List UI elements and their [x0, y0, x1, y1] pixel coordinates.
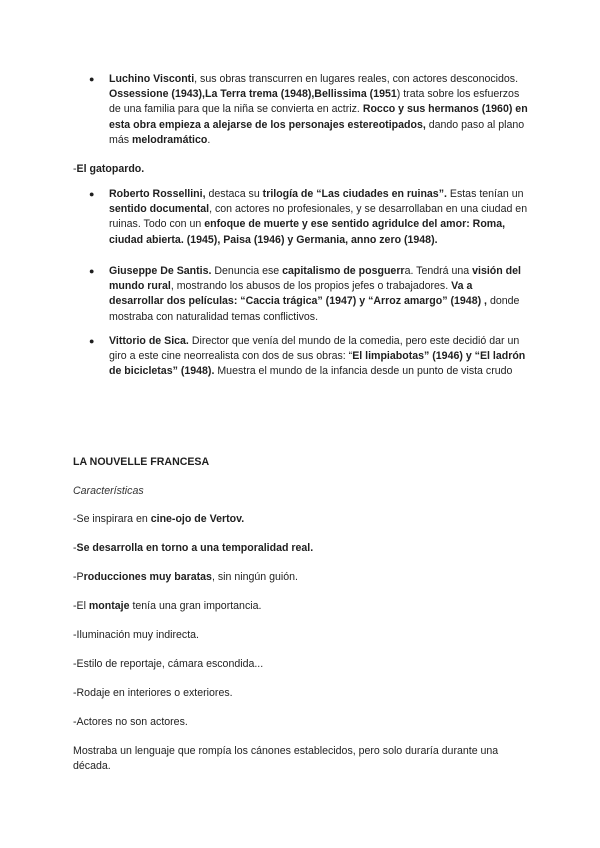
- feature-line: [73, 512, 528, 527]
- gatopardo-line: [73, 162, 528, 177]
- text-run: -P: [73, 571, 84, 583]
- bold-text-run: Luchino Visconti: [109, 73, 195, 85]
- bold-text-run: Vittorio de Sica.: [109, 335, 189, 347]
- text-run: , con actores no profesionales, y se desarrollaban en una ciudad en ruinas. Todo con un: [109, 203, 528, 231]
- section-subtitle: Características: [73, 485, 144, 497]
- bold-text-run: El limpiabotas” (1946) y “El ladrón de bicicletas” (1948).: [109, 350, 526, 378]
- feature-line: [73, 570, 528, 585]
- text-run: -Estilo de reportaje, cámara escondida...: [73, 658, 264, 670]
- text-run: Denuncia ese: [211, 265, 283, 277]
- text-run: , sus obras transcurren en lugares reales, con actores desconocidos.: [194, 73, 519, 85]
- bullet-dot: ●: [89, 189, 95, 199]
- closing-paragraph: Mostraba un lenguaje que rompía los cánones establecidos, pero solo duraría durante una década.: [73, 745, 499, 773]
- feature-line: [73, 599, 528, 614]
- bold-text-run: Va a desarrollar dos películas: “Caccia trágica” (1947) y “Arroz amargo” (1948) ,: [109, 280, 487, 308]
- text-run: , mostrando los abusos de los propios jefes o trabajadores.: [170, 280, 452, 293]
- bullet-dot: ●: [89, 266, 95, 276]
- text-run: -El: [73, 600, 89, 612]
- feature-line: [73, 686, 528, 701]
- text-run: -Iluminación muy indirecta.: [73, 629, 199, 641]
- feature-line: [73, 715, 528, 730]
- bold-text-run: Ossessione (1943),La Terra trema (1948),Bellissima (1951: [109, 88, 397, 101]
- bold-text-run: trilogía de “Las ciudades en ruinas”.: [262, 188, 447, 200]
- bold-text-run: Se desarrolla en torno a una temporalidad real.: [76, 542, 314, 554]
- bold-text-run: El gatopardo.: [76, 163, 145, 175]
- bold-text-run: capitalismo de posguerr: [282, 265, 405, 277]
- section-title: LA NOUVELLE FRANCESA: [73, 456, 210, 468]
- list-item-de-sica: [109, 334, 530, 380]
- feature-line: [73, 657, 528, 672]
- bold-text-run: cine-ojo de Vertov.: [150, 513, 245, 525]
- text-run: Muestra el mundo de la infancia desde un punto de vista crudo: [214, 365, 513, 378]
- text-run: dando paso al plano más: [109, 118, 525, 146]
- text-run: a. Tendrá una: [404, 265, 473, 277]
- bullet-dot: ●: [89, 336, 95, 346]
- list-item-rossellini: [109, 187, 530, 248]
- bold-text-run: sentido documental: [109, 203, 210, 216]
- text-run: Director que venía del mundo de la comedia, pero este decidió dar un giro a este cine neorrealista con dos de sus obras: “: [109, 335, 520, 363]
- bold-text-run: Rocco y sus hermanos (1960) en esta obra empieza a alejarse de los personajes estereotipados,: [109, 103, 528, 131]
- text-run: ) trata sobre los esfuerzos de una familia para que la niña se convierta en actriz.: [109, 88, 520, 116]
- bold-text-run: Roberto Rossellini,: [109, 188, 206, 200]
- text-run: tenía una gran importancia.: [129, 600, 262, 612]
- list-item-de-santis: [109, 264, 530, 325]
- bold-text-run: enfoque de muerte y ese sentido agridulce del amor: Roma, ciudad abierta. (1945), Paisa (1946) y Germania, anno zero (1948).: [109, 218, 506, 246]
- bold-text-run: visión del mundo rural: [109, 265, 521, 293]
- bold-text-run: montaje: [88, 600, 130, 612]
- text-run: Estas tenían un: [446, 188, 524, 200]
- list-item-visconti: [109, 72, 530, 148]
- feature-line: [73, 628, 528, 643]
- text-run: -Rodaje en interiores o exteriores.: [73, 687, 233, 699]
- text-run: -: [73, 163, 77, 175]
- bold-text-run: Giuseppe De Santis.: [109, 265, 212, 277]
- bullet-dot: ●: [89, 74, 95, 84]
- text-run: -Actores no son actores.: [73, 716, 188, 728]
- text-run: , sin ningún guión.: [211, 571, 298, 583]
- text-run: -: [73, 542, 77, 554]
- text-run: donde mostraba con naturalidad temas conflictivos.: [109, 295, 520, 323]
- text-run: .: [207, 133, 211, 146]
- bold-text-run: melodramático: [131, 133, 208, 146]
- text-run: -Se inspirara en: [73, 513, 151, 525]
- text-run: destaca su: [205, 188, 263, 200]
- feature-line: [73, 541, 528, 556]
- bold-text-run: roducciones muy baratas: [83, 571, 212, 583]
